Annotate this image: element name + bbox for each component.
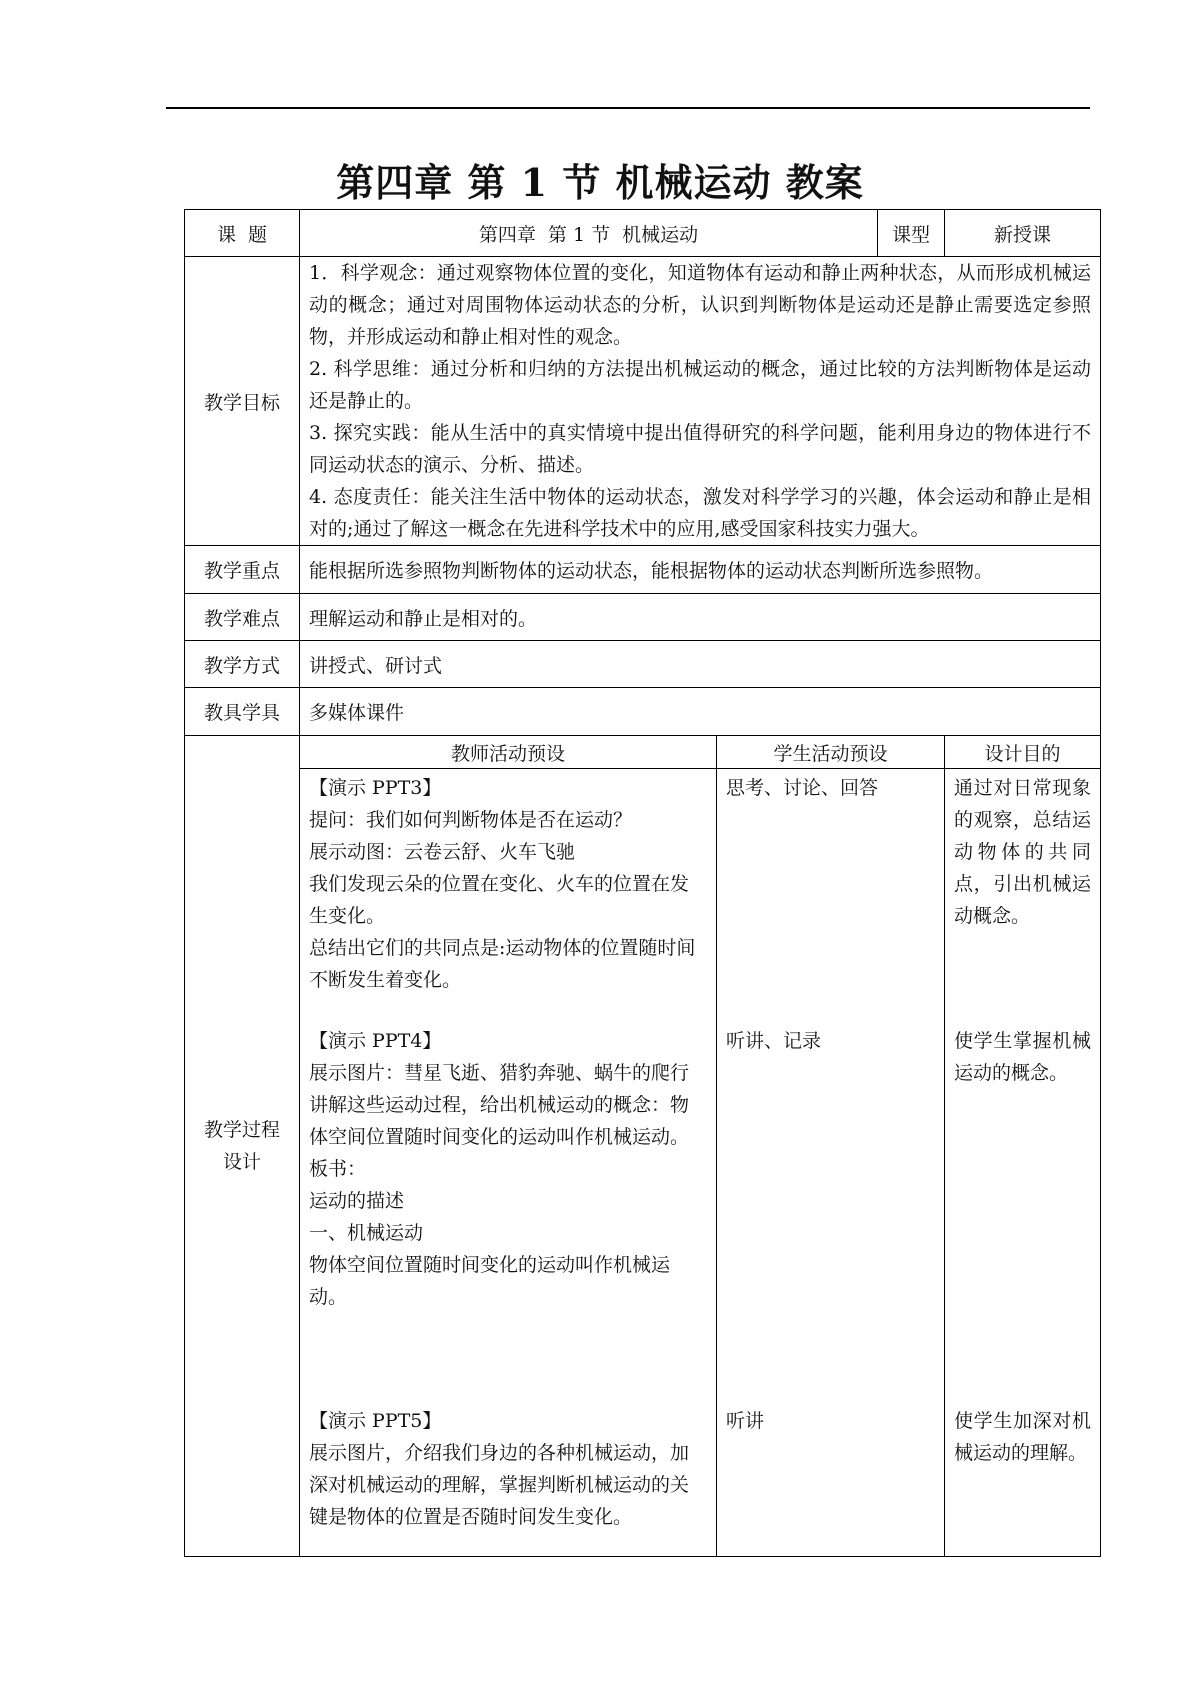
process-label-line: 教学过程 xyxy=(203,1119,280,1141)
objective-item: 4. 态度责任：能关注生活中物体的运动状态，激发对科学学习的兴趣，体会运动和静止是相对的;通过了解这一概念在先进科学技术中的应用,感受国家科技实力强大。 xyxy=(309,486,1092,540)
page-title: 第四章 第 1 节 机械运动 教案 xyxy=(336,160,864,205)
teacher-line: 板书： xyxy=(309,1158,367,1180)
methods-value: 讲授式、研讨式 xyxy=(300,641,1101,688)
materials-row xyxy=(185,688,1101,736)
objective-item: 2. 科学思维：通过分析和归纳的方法提出机械运动的概念，通过比较的方法判断物体是运动还是静止的。 xyxy=(309,358,1092,412)
difficulties-value: 理解运动和静止是相对的。 xyxy=(300,594,1101,641)
materials-value: 多媒体课件 xyxy=(300,688,1101,736)
key-points-value: 能根据所选参照物判断物体的运动状态，能根据物体的运动状态判断所选参照物。 xyxy=(300,546,1101,594)
teacher-line: 展示图片，介绍我们身边的各种机械运动，加深对机械运动的理解，掌握判断机械运动的关键是物体的位置是否随时间发生变化。 xyxy=(309,1442,690,1528)
student-activity: 听讲、记录 xyxy=(726,1030,822,1052)
demo-heading: 【演示 PPT3】 xyxy=(309,777,442,799)
design-purpose-header: 设计目的 xyxy=(945,736,1101,769)
student-activity: 思考、讨论、回答 xyxy=(726,777,879,799)
teacher-activity-header: 教师活动预设 xyxy=(300,736,717,769)
objectives-row xyxy=(185,257,1101,546)
design-purpose: 使学生掌握机械运动的概念。 xyxy=(954,1030,1092,1084)
teacher-segment xyxy=(309,1025,707,1405)
objectives-label: 教学目标 xyxy=(185,257,300,546)
difficulties-row xyxy=(185,594,1101,641)
topic-row xyxy=(185,210,1101,257)
methods-row xyxy=(185,641,1101,688)
teacher-line: 运动的描述 xyxy=(309,1190,405,1212)
topic-value: 第四章 第 1 节 机械运动 xyxy=(300,210,878,257)
process-body-row xyxy=(185,769,1101,1557)
header-rule xyxy=(166,107,1090,109)
lesson-type-value: 新授课 xyxy=(945,210,1101,257)
demo-heading: 【演示 PPT5】 xyxy=(309,1410,442,1432)
demo-heading: 【演示 PPT4】 xyxy=(309,1030,442,1052)
student-activity-header: 学生活动预设 xyxy=(717,736,945,769)
difficulties-label: 教学难点 xyxy=(185,594,300,641)
objective-item: 3. 探究实践：能从生活中的真实情境中提出值得研究的科学问题，能利用身边的物体进行不同运动状态的演示、分析、描述。 xyxy=(309,422,1092,476)
teacher-segment xyxy=(309,772,707,1025)
teacher-line: 一、机械运动 xyxy=(309,1222,424,1244)
lesson-plan-table xyxy=(184,209,1101,1557)
teacher-line: 总结出它们的共同点是:运动物体的位置随时间不断发生着变化。 xyxy=(309,937,696,991)
teacher-line: 讲解这些运动过程，给出机械运动的概念：物体空间位置随时间变化的运动叫作机械运动。 xyxy=(309,1094,690,1148)
student-activity: 听讲 xyxy=(726,1410,765,1432)
teacher-activity-cell xyxy=(300,769,717,1557)
teacher-line: 提问：我们如何判断物体是否在运动？ xyxy=(309,809,633,831)
lesson-type-label: 课型 xyxy=(878,210,945,257)
process-header-row xyxy=(185,736,1101,769)
key-points-row xyxy=(185,546,1101,594)
student-activity-cell xyxy=(717,769,945,1557)
methods-label: 教学方式 xyxy=(185,641,300,688)
process-label-line: 设计 xyxy=(222,1151,261,1173)
topic-label: 课 题 xyxy=(185,210,300,257)
teacher-line: 展示动图：云卷云舒、火车飞驰 xyxy=(309,841,576,863)
objectives-content xyxy=(300,257,1101,546)
teacher-line: 物体空间位置随时间变化的运动叫作机械运动。 xyxy=(309,1254,671,1308)
teacher-line: 展示图片：彗星飞逝、猎豹奔驰、蜗牛的爬行 xyxy=(309,1062,690,1084)
teacher-line: 我们发现云朵的位置在变化、火车的位置在发生变化。 xyxy=(309,873,690,927)
design-purpose: 使学生加深对机械运动的理解。 xyxy=(954,1410,1092,1464)
key-points-label: 教学重点 xyxy=(185,546,300,594)
materials-label: 教具学具 xyxy=(185,688,300,736)
teacher-segment xyxy=(309,1405,707,1533)
design-purpose-cell xyxy=(945,769,1101,1557)
process-label xyxy=(185,736,300,1557)
design-purpose: 通过对日常现象的观察，总结运动物体的共同点，引出机械运动概念。 xyxy=(954,777,1092,927)
objective-item: 1．科学观念：通过观察物体位置的变化，知道物体有运动和静止两种状态，从而形成机械运动的概念；通过对周围物体运动状态的分析，认识到判断物体是运动还是静止需要选定参照物，并形成运动和静止相对性的观念。 xyxy=(309,262,1092,348)
